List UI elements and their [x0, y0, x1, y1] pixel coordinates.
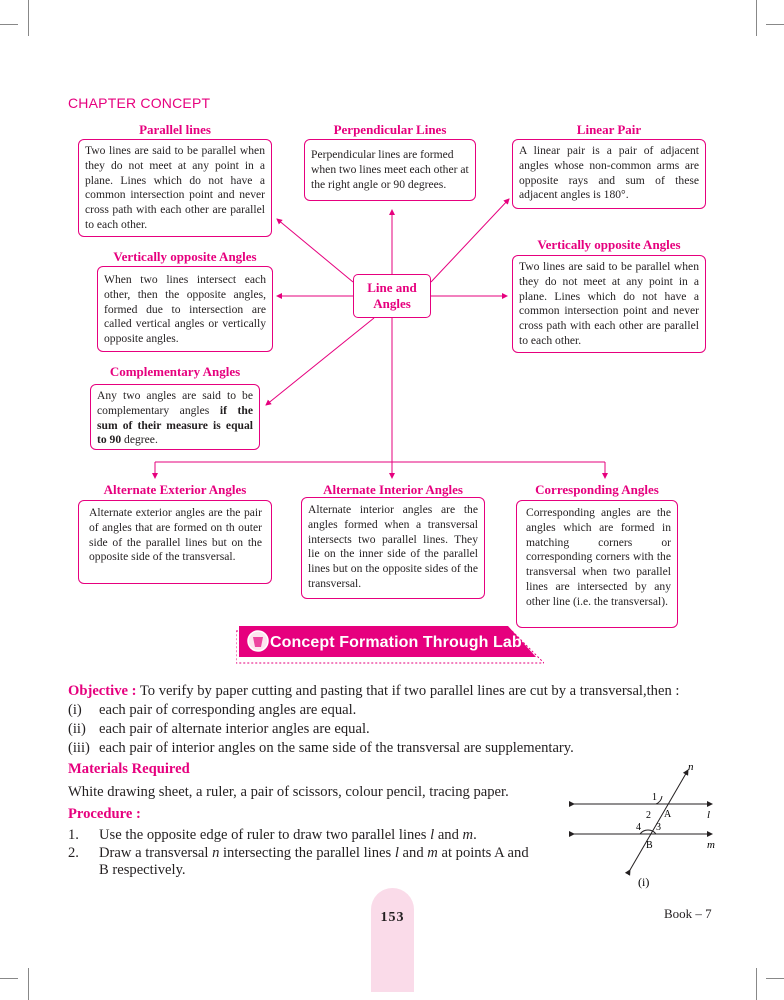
- complementary-text-bold: if the sum of their measure is equal to 90: [97, 403, 254, 447]
- alternate-exterior-box: Alternate exterior angles are the pair of angles that are formed on th outer side of the parallel lines but on the opposite side of the transversal.: [78, 500, 272, 584]
- vertically-opposite-left-box: When two lines intersect each other, then the opposite angles, formed due to intersection are called vertical angles or vertically opposite angles.: [97, 266, 273, 352]
- linear-pair-title: Linear Pair: [576, 122, 642, 137]
- connector-linear-pair: [431, 199, 509, 282]
- materials-text: White drawing sheet, a ruler, a pair of scissors, colour pencil, tracing paper.: [68, 784, 509, 800]
- chapter-label: CHAPTER CONCEPT: [68, 95, 211, 111]
- center-node-line-and-angles: [353, 274, 431, 318]
- lab-banner-title: Concept Formation Through Lab: [270, 634, 522, 651]
- figure-label-m: m: [707, 839, 715, 851]
- book-label: Book – 7: [664, 906, 712, 921]
- var-l: l: [394, 845, 399, 861]
- objective-item-num: (i): [68, 702, 82, 718]
- complementary-angles-box: [90, 384, 260, 450]
- figure-point-b: B: [646, 840, 653, 851]
- materials-heading: Materials Required: [68, 761, 190, 777]
- corresponding-angles-box: Corresponding angles are the angles which are formed in matching corners or corresponding corners with the transversal when two parallel lines are intersected by any other line (i.e. the transversal).: [516, 500, 678, 628]
- page-number-tab: [371, 888, 414, 992]
- var-m: m: [427, 845, 438, 861]
- alternate-interior-title: Alternate Interior Angles: [323, 482, 463, 497]
- procedure-step-2: [68, 844, 529, 862]
- figure-angle-3: 3: [656, 822, 661, 833]
- figure-caption: (i): [638, 875, 650, 889]
- perpendicular-lines-title: Perpendicular Lines: [333, 122, 447, 137]
- complementary-text-a: Any two angles are said to be complementary angles: [97, 389, 253, 417]
- objective-item-text: each pair of interior angles on the same side of the transversal are supplementary.: [99, 740, 574, 756]
- step-text: and: [398, 845, 428, 861]
- step-text: intersecting the parallel lines: [219, 845, 395, 861]
- var-n: n: [212, 845, 220, 861]
- connector-parallel: [277, 219, 353, 282]
- objective-item-3: [68, 739, 574, 757]
- figure-point-a: A: [664, 809, 672, 820]
- figure-angle-2: 2: [646, 810, 651, 821]
- center-node-line1: Line and: [367, 280, 417, 295]
- objective-item-num: (ii): [68, 721, 86, 737]
- complementary-angles-title: Complementary Angles: [109, 364, 241, 379]
- objective-line: [68, 682, 679, 700]
- step-text: and: [434, 827, 463, 843]
- figure-label-l: l: [707, 809, 711, 821]
- corresponding-angles-title: Corresponding Angles: [535, 482, 659, 497]
- step-number: 1.: [68, 827, 79, 843]
- objective-item-1: [68, 701, 356, 719]
- parallel-lines-title: Parallel lines: [139, 122, 211, 137]
- objective-text: To verify by paper cutting and pasting that if two parallel lines are cut by a transversal,then :: [136, 683, 680, 699]
- objective-label: Objective :: [68, 683, 137, 699]
- angle-arc-b: [640, 830, 656, 834]
- step-number: 2.: [68, 845, 79, 861]
- center-node-line2: Angles: [373, 296, 411, 311]
- procedure-step-1: [68, 826, 477, 844]
- figure-angle-4: 4: [636, 822, 641, 833]
- connector-complementary: [266, 318, 374, 405]
- procedure-heading: Procedure :: [68, 806, 141, 822]
- vertically-opposite-left-title: Vertically opposite Angles: [113, 249, 257, 264]
- objective-item-num: (iii): [68, 740, 90, 756]
- vertically-opposite-right-box: Two lines are said to be parallel when they do not meet at any point in a plane. Lines which do not have a common intersection point and never cross path with each other are parallel to each other.: [512, 255, 706, 353]
- alternate-exterior-title: Alternate Exterior Angles: [103, 482, 247, 497]
- line-n: [630, 770, 688, 870]
- objective-item-text: each pair of alternate interior angles are equal.: [99, 721, 370, 737]
- parallel-lines-box: Two lines are said to be parallel when they do not meet at any point in a plane. Lines which do not have a common intersection point and never cross path with each other are parallel to each other.: [78, 139, 272, 237]
- figure-angle-1: 1: [652, 792, 657, 803]
- step-text: .: [473, 827, 477, 843]
- perpendicular-lines-box: Perpendicular lines are formed when two lines meet each other at the right angle or 90 degrees.: [304, 139, 476, 201]
- step-text: at points A and: [437, 845, 529, 861]
- alternate-interior-box: Alternate interior angles are the angles formed when a transversal intersects two parallel lines. They lie on the inner side of the parallel lines but on the opposite sides of the transversal.: [301, 497, 485, 599]
- objective-item-2: [68, 720, 370, 738]
- step-text: Use the opposite edge of ruler to draw two parallel lines: [99, 827, 431, 843]
- figure-label-n: n: [688, 761, 694, 773]
- procedure-step-2-line2: B respectively.: [99, 862, 186, 878]
- complementary-text-c: degree.: [121, 433, 158, 447]
- transversal-figure: [560, 760, 730, 892]
- page-number: 153: [380, 910, 405, 925]
- var-l: l: [430, 827, 435, 843]
- var-m: m: [462, 827, 474, 843]
- step-text: Draw a transversal: [99, 845, 213, 861]
- objective-item-text: each pair of corresponding angles are equal.: [99, 702, 357, 718]
- linear-pair-box: A linear pair is a pair of adjacent angles whose non-common arms are opposite rays and sum of these adjacent angles is 180°.: [512, 139, 706, 209]
- vertically-opposite-right-title: Vertically opposite Angles: [537, 237, 681, 252]
